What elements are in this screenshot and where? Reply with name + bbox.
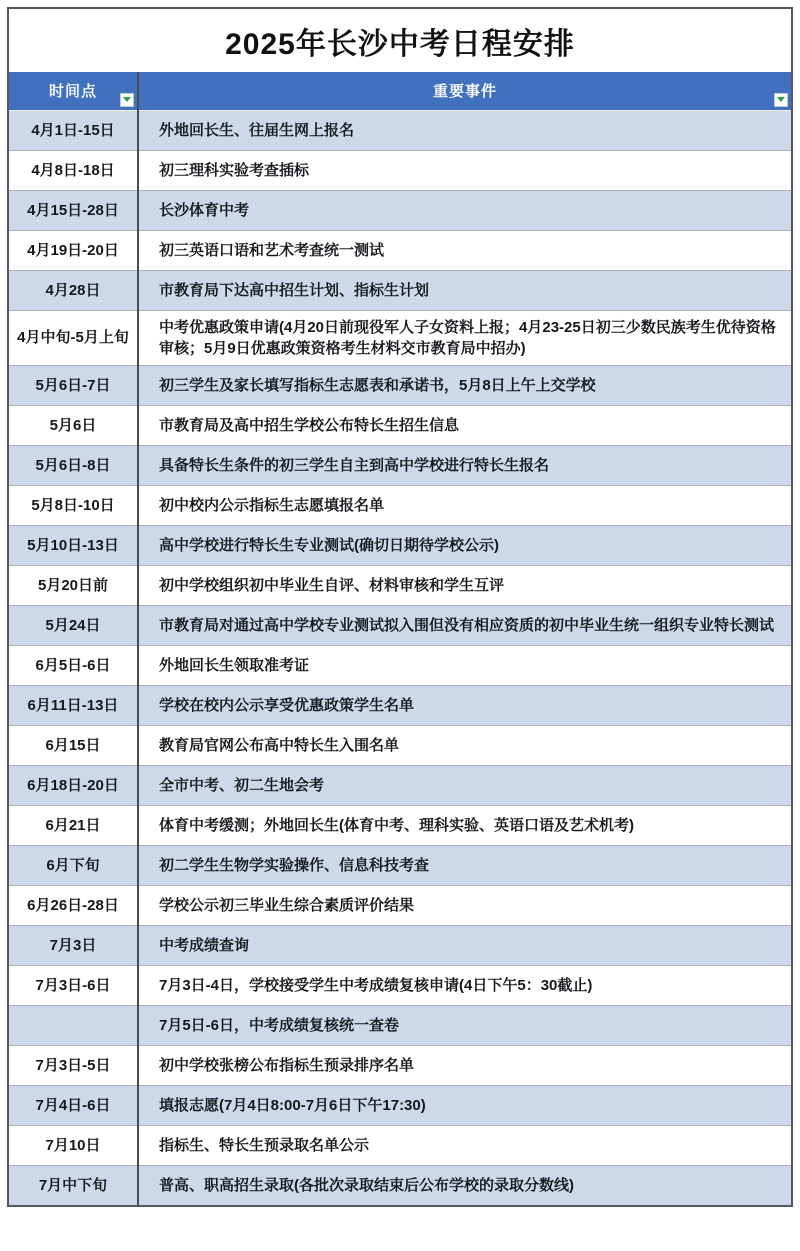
time-cell: 5月6日-7日 bbox=[9, 365, 138, 405]
time-cell: 7月3日 bbox=[9, 925, 138, 965]
event-cell: 教育局官网公布高中特长生入围名单 bbox=[138, 725, 791, 765]
event-cell: 普高、职高招生录取(各批次录取结束后公布学校的录取分数线) bbox=[138, 1165, 791, 1205]
event-cell: 学校公示初三毕业生综合素质评价结果 bbox=[138, 885, 791, 925]
table-row bbox=[9, 270, 791, 310]
time-cell: 4月8日-18日 bbox=[9, 150, 138, 190]
table-row bbox=[9, 845, 791, 885]
time-cell: 6月18日-20日 bbox=[9, 765, 138, 805]
event-cell: 学校在校内公示享受优惠政策学生名单 bbox=[138, 685, 791, 725]
time-cell: 7月中下旬 bbox=[9, 1165, 138, 1205]
time-cell: 5月6日 bbox=[9, 405, 138, 445]
table-row bbox=[9, 1085, 791, 1125]
time-cell: 6月5日-6日 bbox=[9, 645, 138, 685]
event-cell: 全市中考、初二生地会考 bbox=[138, 765, 791, 805]
table-row bbox=[9, 925, 791, 965]
table-row bbox=[9, 405, 791, 445]
table-row bbox=[9, 725, 791, 765]
time-cell: 4月28日 bbox=[9, 270, 138, 310]
event-cell: 具备特长生条件的初三学生自主到高中学校进行特长生报名 bbox=[138, 445, 791, 485]
time-cell bbox=[9, 1005, 138, 1045]
table-row bbox=[9, 445, 791, 485]
event-cell: 外地回长生领取准考证 bbox=[138, 645, 791, 685]
table-row bbox=[9, 310, 791, 365]
event-cell: 初三学生及家长填写指标生志愿表和承诺书，5月8日上午上交学校 bbox=[138, 365, 791, 405]
time-cell: 6月21日 bbox=[9, 805, 138, 845]
event-cell: 初中学校张榜公布指标生预录排序名单 bbox=[138, 1045, 791, 1085]
table-row bbox=[9, 645, 791, 685]
table-row bbox=[9, 805, 791, 845]
time-cell: 5月6日-8日 bbox=[9, 445, 138, 485]
table-row bbox=[9, 1045, 791, 1085]
table-row bbox=[9, 885, 791, 925]
event-cell: 7月5日-6日，中考成绩复核统一查卷 bbox=[138, 1005, 791, 1045]
time-cell: 5月8日-10日 bbox=[9, 485, 138, 525]
time-cell: 5月20日前 bbox=[9, 565, 138, 605]
table-row bbox=[9, 525, 791, 565]
time-cell: 5月10日-13日 bbox=[9, 525, 138, 565]
table-row bbox=[9, 110, 791, 150]
event-cell: 长沙体育中考 bbox=[138, 190, 791, 230]
page-title: 2025年长沙中考日程安排 bbox=[225, 27, 575, 61]
table-row bbox=[9, 765, 791, 805]
event-cell: 初中校内公示指标生志愿填报名单 bbox=[138, 485, 791, 525]
table-row bbox=[9, 230, 791, 270]
time-cell: 7月4日-6日 bbox=[9, 1085, 138, 1125]
schedule-table bbox=[9, 72, 791, 1205]
event-cell: 外地回长生、往届生网上报名 bbox=[138, 110, 791, 150]
time-cell: 4月中旬-5月上旬 bbox=[9, 310, 138, 365]
table-row bbox=[9, 1005, 791, 1045]
header-time-label: 时间点 bbox=[48, 83, 97, 101]
header-cell-time bbox=[9, 72, 138, 110]
event-cell: 市教育局下达高中招生计划、指标生计划 bbox=[138, 270, 791, 310]
event-cell: 初三英语口语和艺术考查统一测试 bbox=[138, 230, 791, 270]
event-cell: 初中学校组织初中毕业生自评、材料审核和学生互评 bbox=[138, 565, 791, 605]
table-row bbox=[9, 485, 791, 525]
filter-dropdown-icon[interactable] bbox=[774, 93, 788, 107]
time-cell: 6月15日 bbox=[9, 725, 138, 765]
event-cell: 体育中考缓测；外地回长生(体育中考、理科实验、英语口语及艺术机考) bbox=[138, 805, 791, 845]
table-row bbox=[9, 965, 791, 1005]
time-cell: 4月1日-15日 bbox=[9, 110, 138, 150]
event-cell: 填报志愿(7月4日8:00-7月6日下午17:30) bbox=[138, 1085, 791, 1125]
table-row bbox=[9, 365, 791, 405]
event-cell: 指标生、特长生预录取名单公示 bbox=[138, 1125, 791, 1165]
time-cell: 4月19日-20日 bbox=[9, 230, 138, 270]
time-cell: 7月3日-6日 bbox=[9, 965, 138, 1005]
table-row bbox=[9, 190, 791, 230]
event-cell: 市教育局及高中招生学校公布特长生招生信息 bbox=[138, 405, 791, 445]
table-row bbox=[9, 565, 791, 605]
event-cell: 高中学校进行特长生专业测试(确切日期待学校公示) bbox=[138, 525, 791, 565]
table-row bbox=[9, 150, 791, 190]
event-cell: 市教育局对通过高中学校专业测试拟入围但没有相应资质的初中毕业生统一组织专业特长测试 bbox=[138, 605, 791, 645]
time-cell: 6月26日-28日 bbox=[9, 885, 138, 925]
event-cell: 中考成绩查询 bbox=[138, 925, 791, 965]
time-cell: 7月3日-5日 bbox=[9, 1045, 138, 1085]
event-cell: 初二学生生物学实验操作、信息科技考查 bbox=[138, 845, 791, 885]
event-cell: 初三理科实验考查插标 bbox=[138, 150, 791, 190]
time-cell: 6月下旬 bbox=[9, 845, 138, 885]
table-row bbox=[9, 605, 791, 645]
table-row bbox=[9, 1125, 791, 1165]
table-row bbox=[9, 1165, 791, 1205]
header-event-label: 重要事件 bbox=[432, 83, 497, 101]
header-cell-event bbox=[138, 72, 791, 110]
header-row bbox=[9, 72, 791, 110]
table-row bbox=[9, 685, 791, 725]
title-bar bbox=[9, 9, 791, 72]
time-cell: 6月11日-13日 bbox=[9, 685, 138, 725]
filter-dropdown-icon[interactable] bbox=[120, 93, 134, 107]
event-cell: 中考优惠政策申请(4月20日前现役军人子女资料上报；4月23-25日初三少数民族考生优待资格审核；5月9日优惠政策资格考生材料交市教育局中招办) bbox=[138, 310, 791, 365]
time-cell: 5月24日 bbox=[9, 605, 138, 645]
table-frame bbox=[7, 7, 793, 1207]
time-cell: 4月15日-28日 bbox=[9, 190, 138, 230]
event-cell: 7月3日-4日，学校接受学生中考成绩复核申请(4日下午5：30截止) bbox=[138, 965, 791, 1005]
time-cell: 7月10日 bbox=[9, 1125, 138, 1165]
